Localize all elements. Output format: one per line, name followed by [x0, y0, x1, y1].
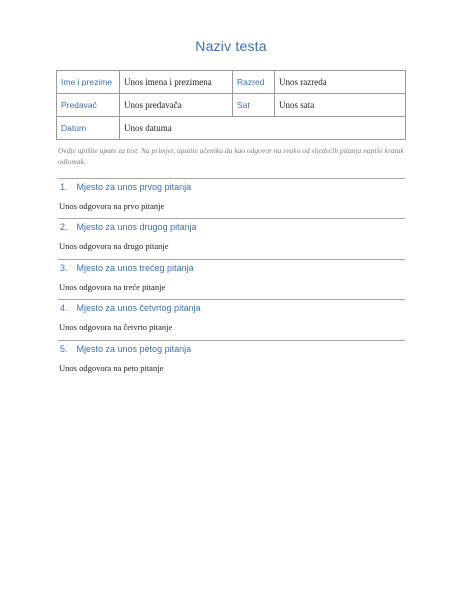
- teacher-label: Predavač: [57, 94, 120, 117]
- test-instructions[interactable]: Ovdje upišite upute za test. Na primjer, uputite učenika da kao odgovor na svako od sljedećih pitanja napiše kratak odlomak.: [58, 146, 404, 166]
- question-number: 2.: [60, 222, 68, 232]
- answer-field-2[interactable]: Unos odgovora na drugo pitanje: [59, 241, 169, 251]
- question-heading-5[interactable]: [60, 344, 191, 354]
- answer-field-4[interactable]: Unos odgovora na četvrto pitanje: [59, 322, 173, 332]
- class-field[interactable]: Unos razreda: [275, 71, 406, 94]
- question-text: Mjesto za unos drugog pitanja: [76, 222, 197, 232]
- info-table: [56, 70, 406, 140]
- question-heading-3[interactable]: [60, 263, 194, 273]
- answer-field-5[interactable]: Unos odgovora na peto pitanje: [59, 363, 164, 373]
- info-row-date: [57, 117, 406, 140]
- teacher-field[interactable]: Unos predavača: [120, 94, 233, 117]
- info-row-name: [57, 71, 406, 94]
- divider: [58, 340, 405, 341]
- divider: [58, 218, 405, 219]
- question-text: Mjesto za unos prvog pitanja: [76, 182, 192, 192]
- divider: [58, 259, 405, 260]
- name-field[interactable]: Unos imena i prezimena: [120, 71, 233, 94]
- question-text: Mjesto za unos petog pitanja: [76, 344, 192, 354]
- name-label: Ime i prezime: [57, 71, 120, 94]
- question-heading-2[interactable]: [60, 222, 197, 232]
- question-heading-1[interactable]: [60, 182, 191, 192]
- divider: [58, 299, 405, 300]
- question-number: 4.: [60, 303, 68, 313]
- answer-field-1[interactable]: Unos odgovora na prvo pitanje: [59, 201, 165, 211]
- answer-field-3[interactable]: Unos odgovora na treće pitanje: [59, 282, 166, 292]
- info-row-teacher: [57, 94, 406, 117]
- class-label: Razred: [233, 71, 275, 94]
- document-title[interactable]: Naziv testa: [195, 38, 267, 54]
- question-text: Mjesto za unos trećeg pitanja: [76, 263, 194, 273]
- date-label: Datum: [57, 117, 120, 140]
- question-text: Mjesto za unos četvrtog pitanja: [76, 303, 201, 313]
- date-field[interactable]: Unos datuma: [120, 117, 406, 140]
- question-heading-4[interactable]: [60, 303, 201, 313]
- question-number: 3.: [60, 263, 68, 273]
- question-number: 1.: [60, 182, 68, 192]
- divider: [58, 178, 405, 179]
- question-number: 5.: [60, 344, 68, 354]
- period-label: Sat: [233, 94, 275, 117]
- period-field[interactable]: Unos sata: [275, 94, 406, 117]
